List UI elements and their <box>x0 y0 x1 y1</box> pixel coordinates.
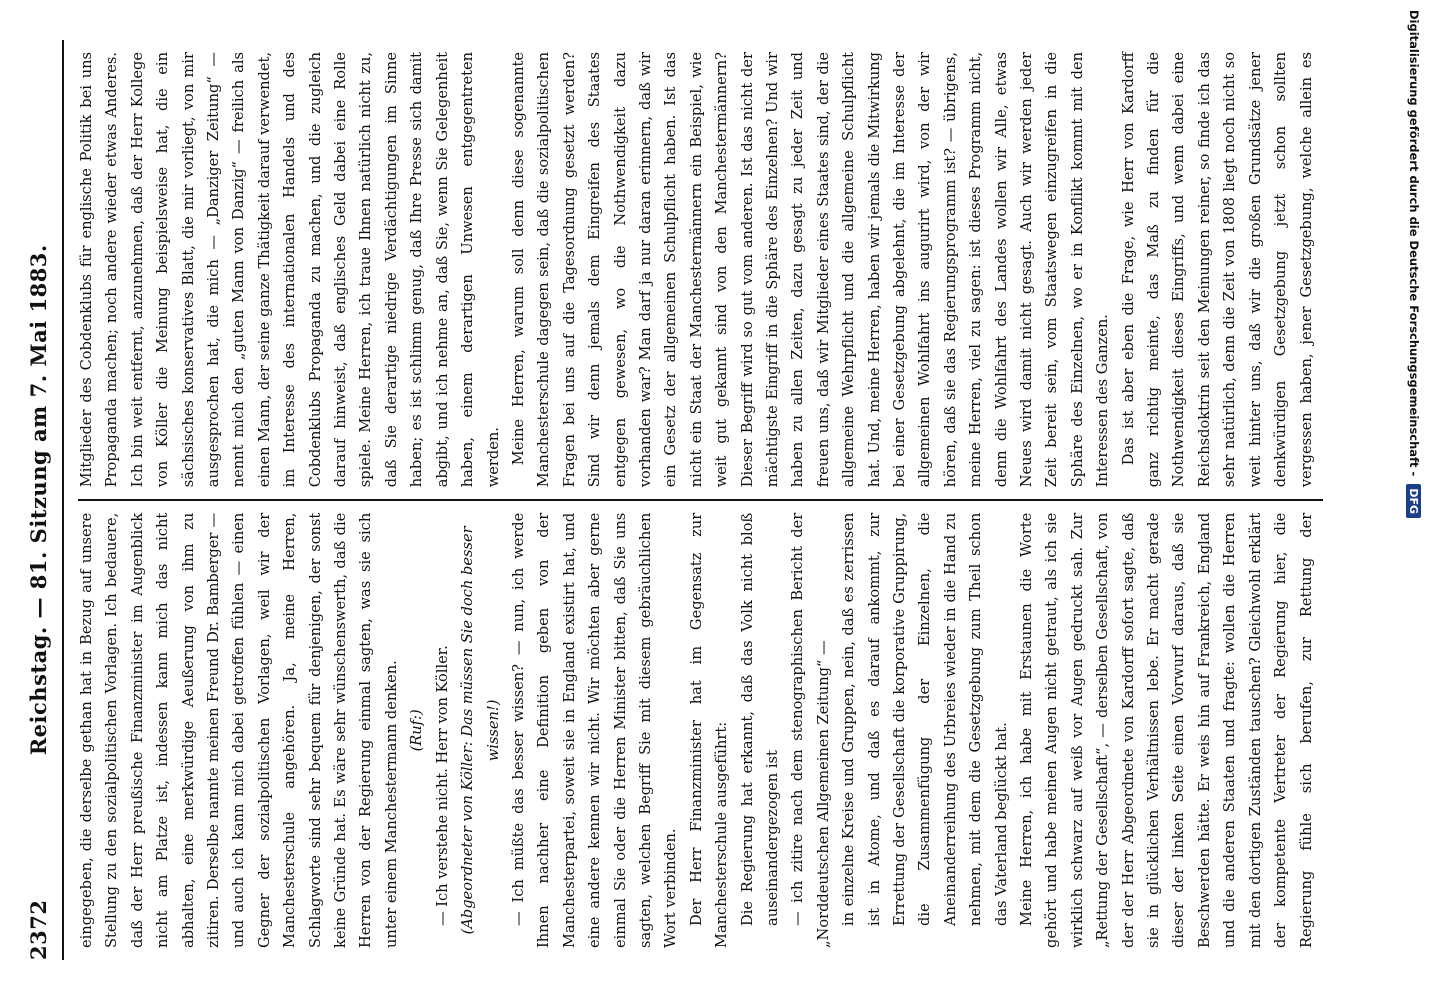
paragraph: — Ich müßte das besser wissen? — nun, ich werde Ihnen nachher eine Definition geben von der Manchesterpartei, soweit sie in England existirt hat, und eine andere kennen wir nicht. Wir möchten aber gerne einmal Sie oder die Herren Minister bitten, daß Sie uns sagten, welchen Begriff Sie mit diesem gebräuchlichen Wort verbinden. <box>509 512 680 948</box>
running-head <box>18 40 58 960</box>
paragraph: Meine Herren, ich habe mit Erstaunen die Worte gehört und habe meinen Augen nicht getraut, als ich sie wirklich schwarz auf weiß vor Augen gedruckt sah. Zur „Rettung der Gesellschaft“, — derselben Gesellschaft, von der der Herr Abgeordnete von Kardorff sofort sagte, daß sie in glücklichen Verhältnissen lebe. Er macht gerade dieser der linken Seite einen Vorwurf daraus, daß sie Beschwerden hätte. Er weis hin auf Frankreich, England und die anderen Staaten und fragte: wollen die Herren mit den dortigen Zuständen tauschen? Gleichwohl erklärt der kompetente Vertreter der Regierung hier, die Regierung fühle sich berufen, zur Rettung der <box>1018 512 1315 948</box>
dfg-logo: DFG <box>1407 484 1422 518</box>
interjection: (Ruf:) <box>408 709 426 752</box>
left-column <box>74 501 1323 960</box>
text-columns <box>74 40 1323 960</box>
right-column <box>74 40 1323 499</box>
paragraph: Meine Herren, warum soll denn diese sogenannte Manchesterschule dagegen sein, daß die sozialpolitischen Fragen bei uns auf die Tagesordnung gesetzt werden? Sind wir denn jemals dem Eingreifen des Staates entgegen gewesen, wo die Nothwendigkeit dazu vorhanden war? Man darf ja nur daran erinnern, daß wir ein Gesetz der allgemeinen Schulpflicht haben. Ist das nicht ein Staat der Manchestermännern ein Beispiel, wie weit gut gekannt sind von den Manchestermännern? Dieser Begriff wird so gut vom anderen. Ist das nicht der mächtigste Eingriff in die Sphäre des Einzelnen? Und wir haben zu allen Zeiten, dazu gesagt zu jeder Zeit und freuen uns, daß wir Mitglieder eines Staates sind, der die allgemeine Wehrpflicht und die allgemeine Schulpflicht hat. Und, meine Herren, haben wir jemals die Mitwirkung bei einer Gesetzgebung abgelehnt, die im Interesse der allgemeinen Wohlfahrt ins augurirt wird, von der wir hören, daß sie das Regierungsprogramm ist? — übrigens, meine Herren, viel zu sagen: ist dieses Programm nicht, denn die Wohlfahrt des Landes wollen wir Alle, etwas Neues wird damit nicht gesagt. Auch wir werden jeder Zeit bereit sein, vom Staatswegen einzugreifen in die Sphäre des Einzelnen, wo er in Konflikt kommt mit den Interessen des Ganzen. <box>509 52 1112 488</box>
column-rule <box>78 499 1323 501</box>
paragraph: eingegeben, die derselbe gethan hat in Bezug auf unsere Stellung zu den sozialpolitischen Vorlagen. Ich bedauere, daß der Herr preußische Finanzminister im Augenblick nicht am Platze ist, indessen kann mich das nicht abhalten, eine merkwürdige Aeußerung von ihm zu zitiren. Derselbe nannte meinen Freund Dr. Bamberger — und auch ich kann mich dabei getroffen fühlen — einen Gegner der sozialpolitischen Vorlagen, weil wir der Manchesterschule angehören. Ja, meine Herren, Schlagworte sind sehr bequem für denjenigen, der sonst keine Gründe hat. Es wäre sehr wünschenswerth, daß die Herren von der Regierung einmal sagten, was sie sich unter einem Manchestermann denken. <box>78 512 400 948</box>
paragraph: — Ich verstehe nicht. Herr von Köller. <box>433 645 451 926</box>
page-title: Reichstag. — 81. Sitzung am 7. Mai 1883. <box>25 244 51 756</box>
paragraph: Mitglieder des Cobdenklubs für englische Politik bei uns Propaganda machen; noch andere wieder etwas Anderes. Ich bin weit entfernt, anzunehmen, daß der Herr Kollege von Köller die Meinung beispielsweise hat, die ein sächsisches konservatives Blatt, die mir vorliegt, von mir ausgesprochen hat, die mich — „Danziger Zeitung“ — nennt mich den „guten Mann von Danzig“ — freilich als einen Mann, der seine ganze Thätigkeit darauf verwendet, im Interesse des internationalen Handels und des Cobdenklubs Propaganda zu machen, und die zugleich darauf hinweist, daß englisches Geld dabei eine Rolle spiele. Meine Herren, ich traue Ihnen natürlich nicht zu, daß Sie derartige niedrige Verdächtigungen im Sinne haben; es ist schlimm genug, daß Ihre Presse sich damit abgibt, und ich nehme an, daß Sie, wenn Sie Gelegenheit haben, einem derartigen Unwesen entgegentreten werden. <box>78 52 502 488</box>
credit-line <box>1402 10 1426 610</box>
interjection: (Abgeordneter von Köller: Das müssen Sie doch besser wissen!) <box>459 526 502 935</box>
credit-text: Digitalisierung gefördert durch die Deutsche Forschungsgemeinschaft - <box>1407 10 1421 477</box>
quotation: Die Regierung hat erkannt, daß das Volk nicht bloß auseinandergezogen ist <box>738 512 781 926</box>
header-rule <box>62 40 64 960</box>
quotation: in einzelne Kreise und Gruppen, nein, daß es zerrissen ist in Atome, und daß es darauf ankommt, zur Errettung der Gesellschaft die korporative Gruppirung, die Zusammenfügung der Einzelnen, die Aneinanderreihung des Urbreies wieder in die Hand zu nehmen, mit dem die Gesetzgebung zum Theil schon das Vaterland beglückt hat. <box>840 512 1010 926</box>
paragraph: Der Herr Finanzminister hat im Gegensatz zur Manchesterschule ausgeführt: <box>687 512 731 948</box>
page-number: 2372 <box>25 899 51 960</box>
paragraph: — ich zitire nach dem stenographischen Bericht der „Norddeutschen Allgemeinen Zeitung“ — <box>789 512 832 948</box>
digitization-credit <box>1402 0 1432 1000</box>
paragraph: Das ist aber eben die Frage, wie Herr von Kardorff ganz richtig meinte, das Maß zu finden für die Nothwendigkeit dieses Eingriffs, und wenn dabei eine Reichsdoktrin seit den Meinungen reiner, so finde ich das sehr natürlich, denn die Zeit von 1808 liegt noch nicht so weit hinter uns, daß wir die großen Grundsätze jener denkwürdigen Gesetzgebung jetzt schon sollten vergessen haben, jener Gesetzgebung, welche allein es <box>1119 52 1315 488</box>
